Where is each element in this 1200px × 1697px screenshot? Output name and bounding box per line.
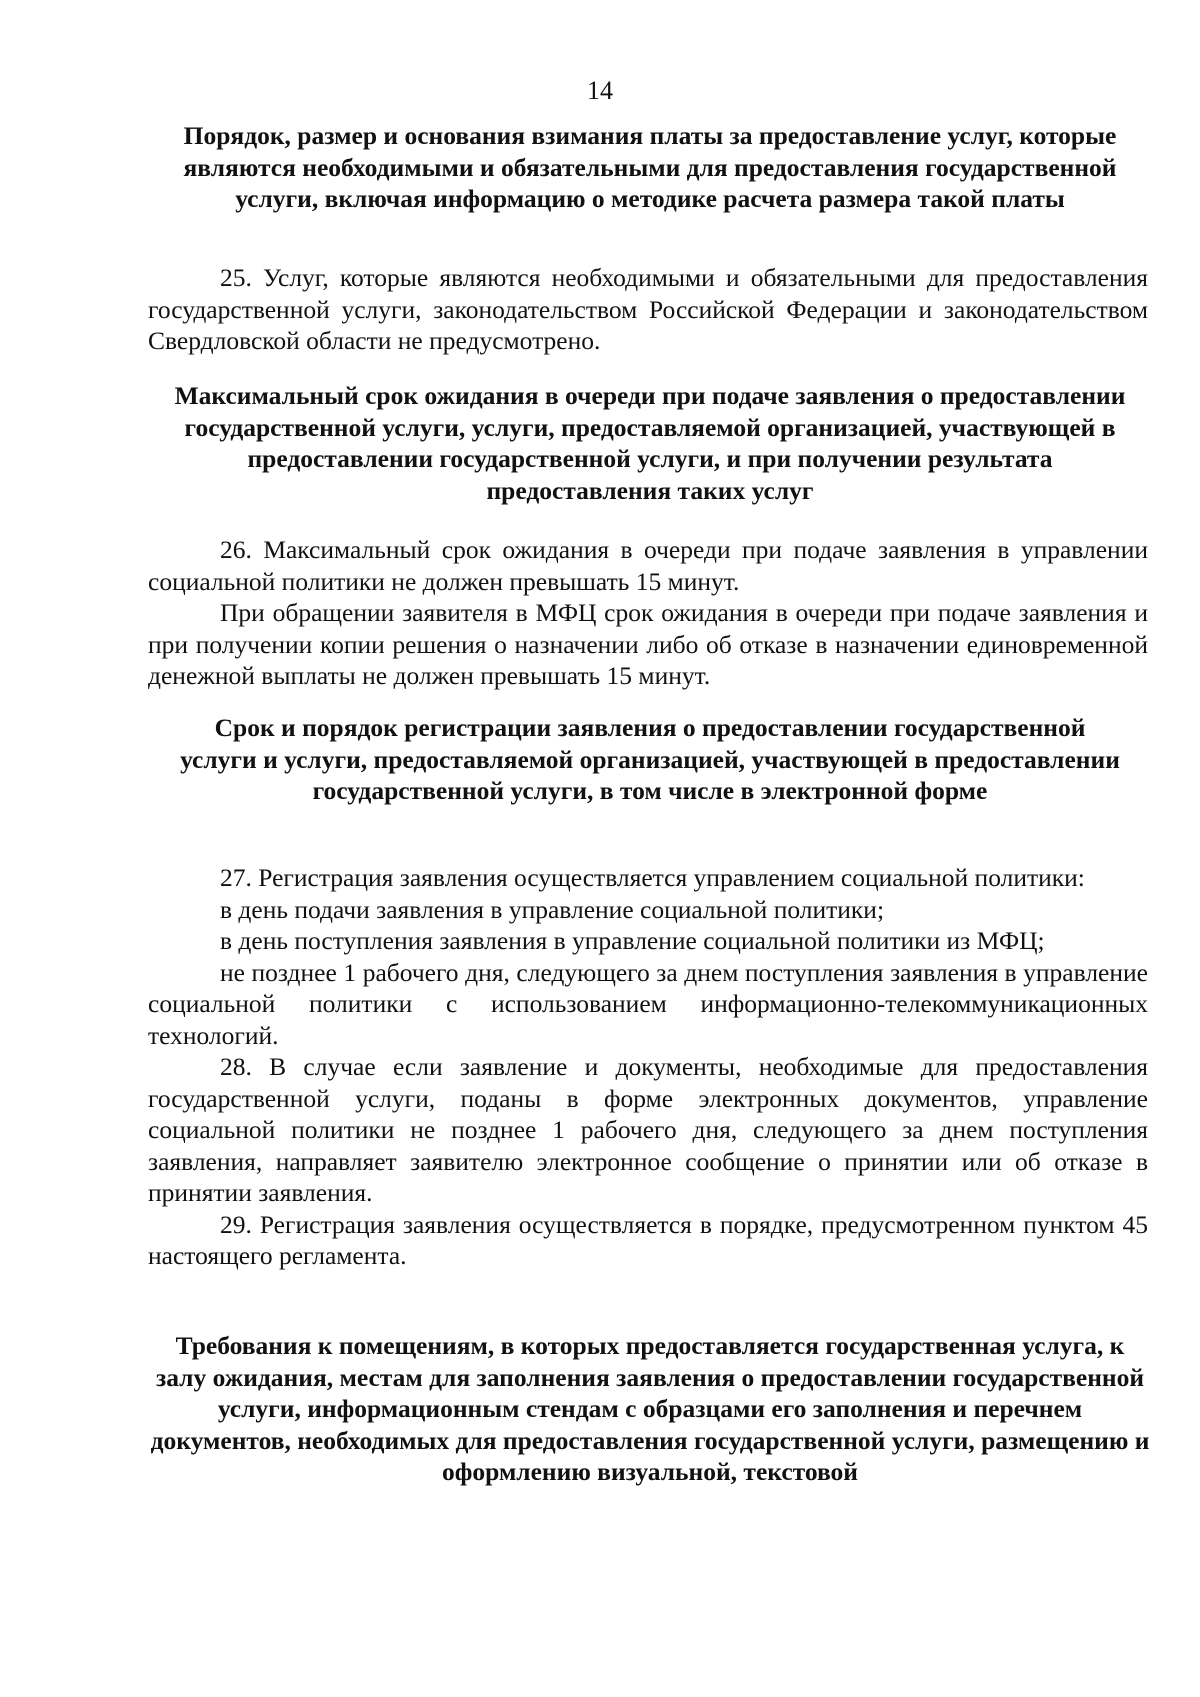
section-heading-fees: Порядок, размер и основания взимания платы за предоставление услуг, которые являются необходимыми и обязательными для предоставления государственной услуги, включая информацию о методике расчета размера такой платы [183,121,1117,213]
paragraph-27-item-3: не позднее 1 рабочего дня, следующего за днем поступления заявления в управление социальной политики с использованием информационно-телекоммуникационных технологий. [148,957,1148,1050]
paragraph-25: 25. Услуг, которые являются необходимыми и обязательными для предоставления государственной услуги, законодательством Российской Федерации и законодательством Свердловской области не предусмотрено. [148,263,1148,355]
section-heading-queue-time: Максимальный срок ожидания в очереди при подаче заявления о предоставлении государственной услуги, услуги, предоставляемой организацией, участвующей в предоставлении государственной услуги, и при получении результата предоставления таких услуг [174,381,1126,505]
paragraph-26-mfc: При обращении заявителя в МФЦ срок ожидания в очереди при подаче заявления и при получении копии решения о назначении либо об отказе в назначении единовременной денежной выплаты не должен превышать 15 минут. [148,598,1148,690]
section-heading-registration: Срок и порядок регистрации заявления о предоставлении государственной услуги и услуги, предоставляемой организацией, участвующей в предоставлении государственной услуги, в том числе в электронной форме [180,713,1120,805]
section-body-fees [148,262,1148,357]
paragraph-27-item-2: в день поступления заявления в управление социальной политики из МФЦ; [220,926,1045,955]
paragraph-29: 29. Регистрация заявления осуществляется в порядке, предусмотренном пунктом 45 настоящего регламента. [148,1209,1148,1270]
section-body-registration [148,862,1148,1272]
section-body-queue-time [148,534,1148,692]
paragraph-27-item-1: в день подачи заявления в управление социальной политики; [220,894,885,924]
paragraph-26: 26. Максимальный срок ожидания в очереди при подаче заявления в управлении социальной политики не должен превышать 15 минут. [148,535,1148,596]
paragraph-27: 27. Регистрация заявления осуществляется управлением социальной политики: [220,863,1085,892]
paragraph-28: 28. В случае если заявление и документы, необходимые для предоставления государственной услуги, поданы в форме электронных документов, управление социальной политики не позднее 1 рабочего дня, следующего за днем поступления заявления, направляет заявителю электронное сообщение о принятии или об отказе в принятии заявления. [148,1052,1148,1207]
section-heading-premises: Требования к помещениям, в которых предоставляется государственная услуга, к залу ожидания, местам для заполнения заявления о предоставлении государственной услуги, информационным стендам с образцами его заполнения и перечнем документов, необходимых для предоставления государственной услуги, размещению и оформлению визуальной, текстовой [150,1331,1150,1486]
page-number: 14 [587,76,613,105]
